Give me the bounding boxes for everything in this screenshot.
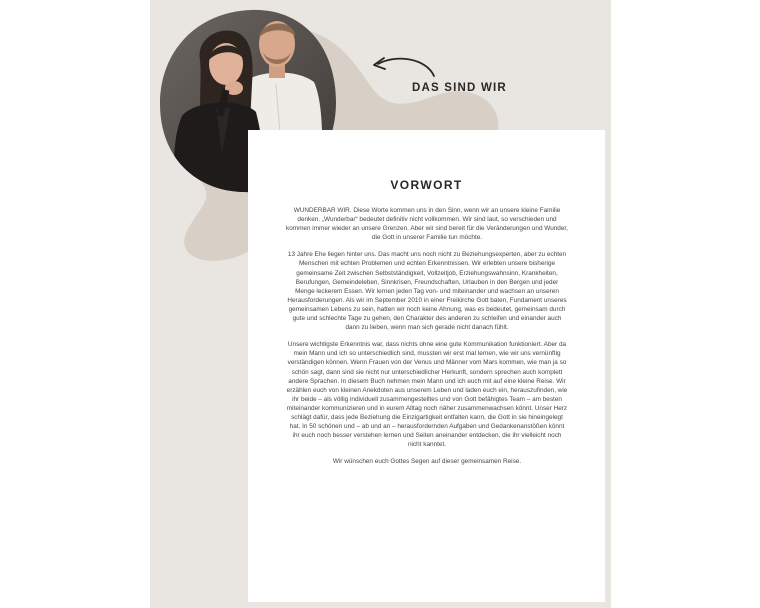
book-page — [150, 0, 611, 608]
section-body — [286, 206, 568, 474]
curved-arrow-icon — [368, 52, 438, 82]
paragraph: Wir wünschen euch Gottes Segen auf dieser gemeinsamen Reise. — [332, 458, 522, 466]
paragraph: 13 Jahre Ehe liegen hinter uns. Das macht uns noch nicht zu Beziehungsexperten, aber zu echten Menschen mit echten Problemen und echten Erkenntnissen. Wir erlebten unsere bisherige gemeinsame Zeit zwischen Selbstständigkeit, Vollzeitjob, Erziehungswahnsinn, Krankheiten, Berufungen, Gemeindeleben, Sinnkrisen, Freundschaften, Urlauben in den Bergen und jeder Menge leckerem Essen. Wir lernen jeden Tag von- und miteinander und wachsen an unseren Herausforderungen. Als wir im September 2010 in einer Freikirche Gott baten, Fundament unseres gemeinsamen Lebens zu sein, hatten wir noch keine Ahnung, was es bedeutet, gemeinsam durch gute und schlechte Tage zu gehen, den Charakter des anderen zu schleifen und einander auch dann zu lieben, wenn man sich gerade nicht danach fühlt. — [287, 251, 567, 332]
content-card — [248, 130, 605, 602]
paragraph: WUNDERBAR WIR. Diese Worte kommen uns in den Sinn, wenn wir an unsere kleine Familie denken. „Wunderbar“ bedeutet definitiv nicht vollkommen. Wir sind laut, so verschieden und kommen immer wieder an unsere Grenzen. Aber wir sind bereit für die Veränderungen und Wunder, die Gott in unserer Familie tun möchte. — [286, 207, 568, 242]
section-title: VORWORT — [390, 178, 463, 192]
paragraph: Unsere wichtigste Erkenntnis war, dass nichts ohne eine gute Kommunikation funktioniert. Aber da mein Mann und ich so unterschiedlich sind, mussten wir erst mal lernen, wie wir uns vernünftig verständigen können. Wenn Frauen von der Venus und Männer vom Mars kommen, wie man ja so schön sagt, dann sind sie nicht nur unterschiedlicher Herkunft, sondern sprechen auch komplett andere Sprachen. In diesem Buch nehmen mein Mann und ich euch mit auf eine kleine Reise. Wir erzählen euch von kleinen Anekdoten aus unserem Leben und laden euch ein, herauszufinden, wie ihr beide – als völlig individuell zusammengestelltes und von Gott befähigtes Team – am besten miteinander kommunizieren und in eurem Alltag noch näher zusammenwachsen könnt. Unser Herz schlägt dafür, dass jede Beziehung die Einzigartigkeit entfalten kann, die Gott in sie hineingelegt hat. In 50 schönen und – ab und an – herausfordernden Aufgaben und Gedankenanstößen könnt ihr euch noch besser verstehen lernen und Seiten aneinander entdecken, die ihr vielleicht noch nicht kanntet. — [286, 341, 568, 449]
tagline-text: DAS SIND WIR — [412, 82, 507, 94]
